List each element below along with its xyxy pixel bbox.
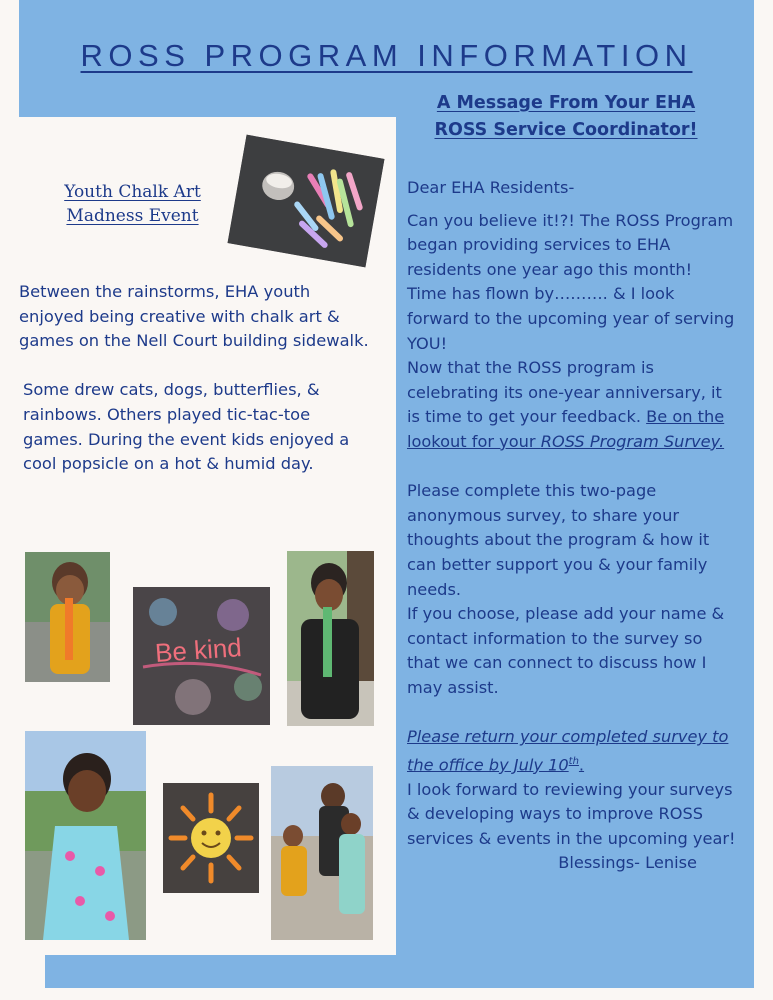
coordinator-heading-line1: A Message From Your EHA: [436, 93, 696, 113]
chalk-photo: [228, 135, 385, 268]
coordinator-heading: [404, 90, 728, 144]
children-group-photo: [271, 766, 373, 940]
letter-paragraph: I look forward to reviewing your surveys & developing ways to improve ROSS services & events in the upcoming year!: [407, 779, 736, 848]
coordinator-heading-line2: ROSS Service Coordinator!: [434, 120, 698, 140]
child-green-popsicle-photo: [287, 551, 374, 726]
letter-paragraph: Time has flown by………. & I look forward to the upcoming year of serving YOU!: [407, 284, 735, 353]
event-paragraph: Between the rainstorms, EHA youth enjoyed being creative with chalk art & games on the Nell Court building sidewalk.: [19, 282, 369, 351]
coordinator-letter: [407, 176, 737, 876]
event-description: [19, 280, 369, 477]
event-paragraph: Some drew cats, dogs, butterflies, & rainbows. Others played tic-tac-toe games. During the event kids enjoyed a cool popsicle on a hot & humid day.: [23, 380, 350, 474]
chalk-text: Be kind: [154, 632, 243, 668]
letter-paragraph: [407, 356, 737, 454]
letter-signoff: Blessings- Lenise: [558, 853, 697, 873]
footer-band: [45, 955, 754, 988]
be-kind-chalk-photo: [133, 587, 270, 725]
letter-paragraph: If you choose, please add your name & contact information to the survey so that we can connect to discuss how I may assist.: [407, 604, 725, 697]
child-popsicle-photo: [25, 552, 110, 682]
return-deadline: Please return your completed survey to the office by July 10th.: [407, 727, 729, 775]
letter-paragraph: Please complete this two-page anonymous survey, to share your thoughts about the program & how it can better support you & your family needs.: [407, 481, 710, 599]
letter-text: Now that the ROSS program is celebrating its one-year anniversary, it is time to get your feedback.: [407, 358, 722, 427]
letter-paragraph: Can you believe it!?! The ROSS Program began providing services to EHA residents one year ago this month!: [407, 210, 734, 279]
page-title: ROSS PROGRAM INFORMATION: [80, 38, 693, 73]
event-title: Youth Chalk Art Madness Event: [64, 182, 201, 226]
sun-chalk-photo: [163, 783, 259, 893]
survey-notice: Be on the lookout for your ROSS Program Survey.: [407, 407, 725, 451]
letter-greeting: Dear EHA Residents-: [407, 178, 575, 197]
child-butterfly-dress-photo: [25, 731, 146, 940]
